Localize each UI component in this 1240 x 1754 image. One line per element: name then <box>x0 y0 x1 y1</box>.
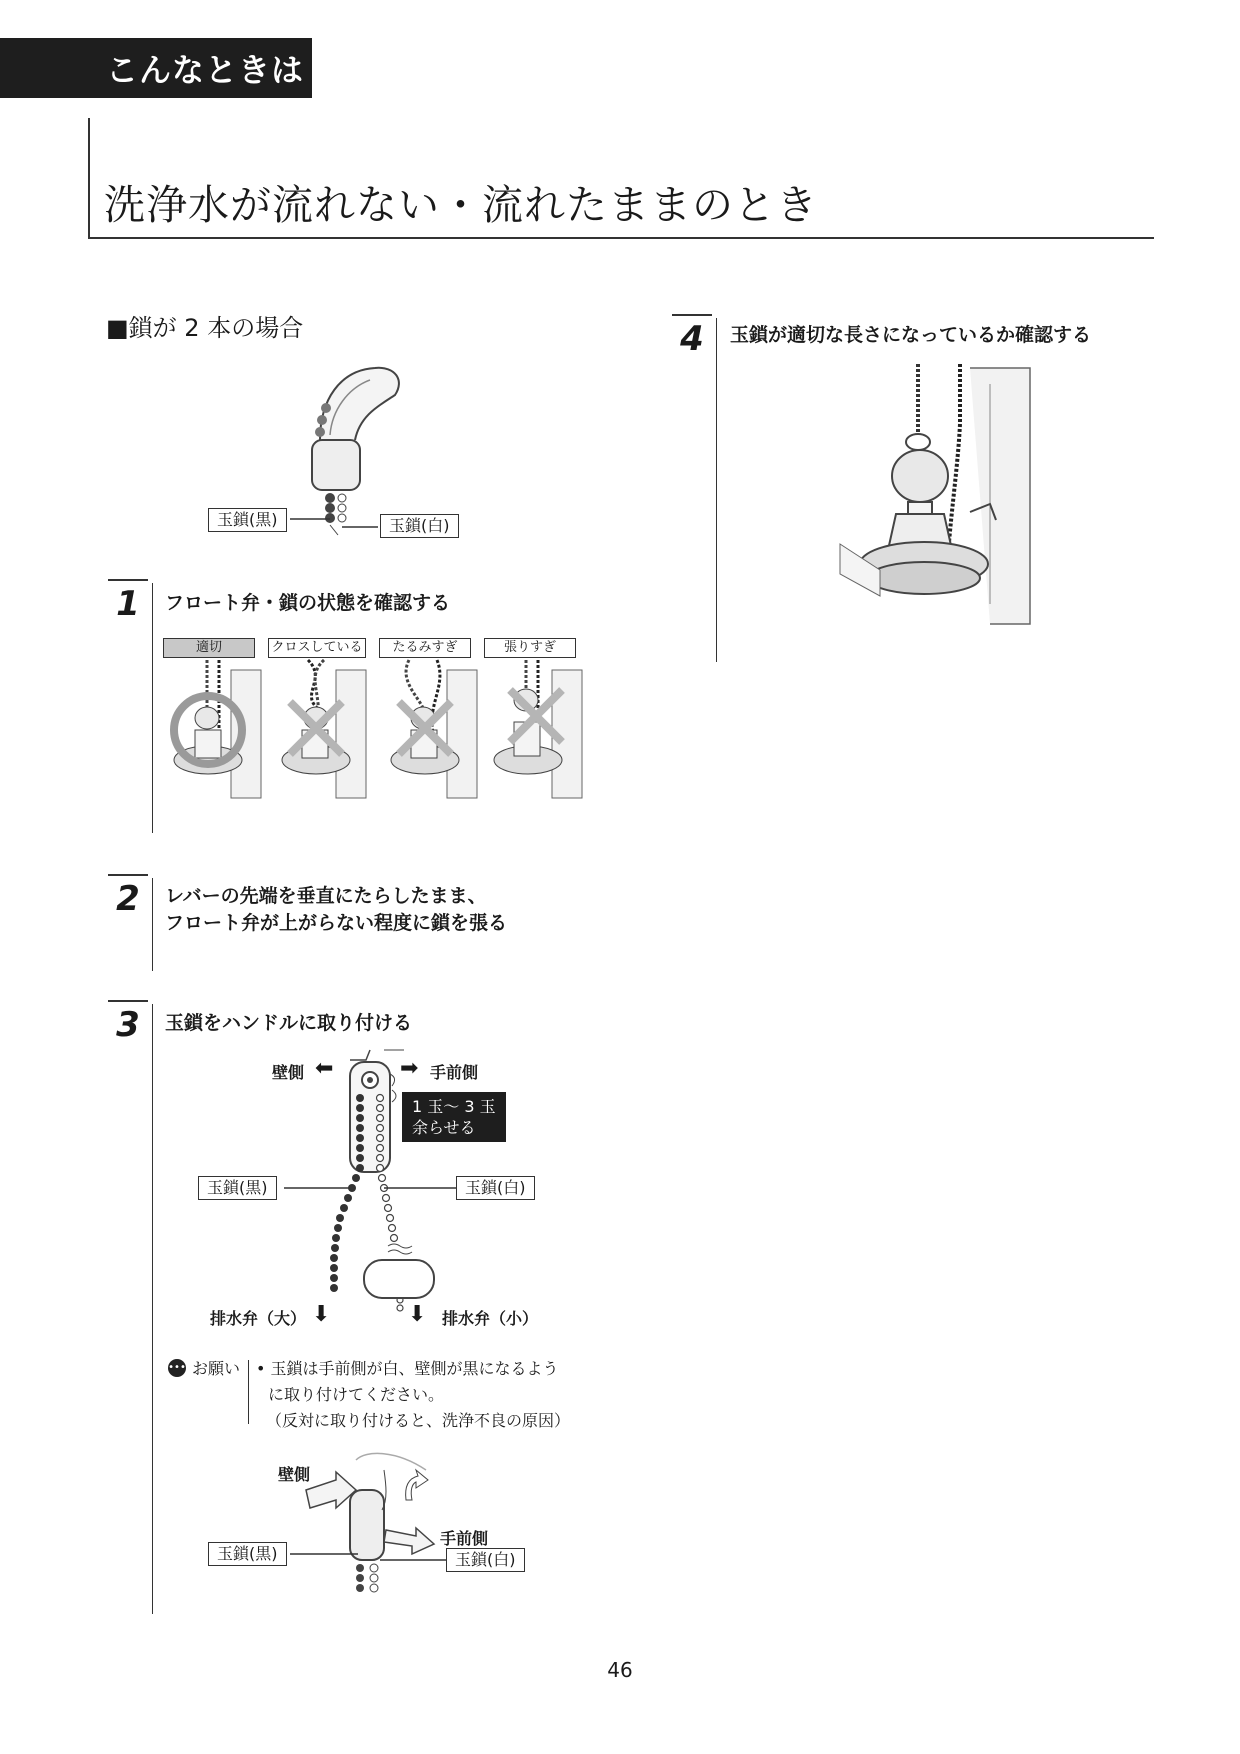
extra-beads-callout: 1 玉～ 3 玉 余らせる <box>402 1092 506 1142</box>
step-2-text-line1: レバーの先端を垂直にたらしたまま、 <box>165 885 487 907</box>
step-1-rule <box>108 579 148 581</box>
bottom-front-side-label: 手前側 <box>440 1529 489 1548</box>
step-4-rule <box>672 314 712 316</box>
step-3-vertical-rule <box>152 1004 153 1614</box>
step-3-rule <box>108 1000 148 1002</box>
note-line-2: に取り付けてください。 <box>268 1385 445 1404</box>
step-3-number: 3 <box>116 1005 140 1045</box>
panel-label-too-tight: 張りすぎ <box>484 638 576 658</box>
arrow-left-icon: ⬅ <box>315 1056 334 1081</box>
panel-label-too-slack: たるみすぎ <box>379 638 471 658</box>
bottom-wall-side-label: 壁側 <box>278 1465 311 1484</box>
intro-label-black-chain: 玉鎖(黒) <box>208 508 287 532</box>
panel-crossed-illustration <box>268 660 368 800</box>
step-3-text: 玉鎖をハンドルに取り付ける <box>165 1012 413 1034</box>
panel-tight-illustration <box>484 660 584 800</box>
step-1-text: フロート弁・鎖の状態を確認する <box>165 592 451 614</box>
request-icon: ••• <box>168 1359 186 1377</box>
step-2-rule <box>108 874 148 876</box>
section-tab: こんなときは <box>0 38 312 98</box>
note-title: お願い <box>192 1359 241 1378</box>
float-valve-chain-illustration <box>840 364 1040 634</box>
wall-side-label: 壁側 <box>272 1063 305 1082</box>
bottom-label-leaders <box>290 1550 450 1570</box>
note-divider <box>248 1360 249 1424</box>
step3-label-black-chain: 玉鎖(黒) <box>198 1176 277 1200</box>
note-line-1: • 玉鎖は手前側が白、壁側が黒になるよう <box>256 1359 559 1378</box>
drain-valve-small-label: 排水弁（小） <box>442 1309 539 1328</box>
panel-slack-illustration <box>379 660 479 800</box>
step-1-vertical-rule <box>152 583 153 833</box>
arrow-right-icon: ➡ <box>400 1056 419 1081</box>
title-underline <box>88 237 1154 239</box>
note-line-3: （反対に取り付けると、洗浄不良の原因） <box>266 1411 571 1430</box>
step-4-vertical-rule <box>716 318 717 662</box>
panel-label-crossed: クロスしている <box>268 638 366 658</box>
page-number: 46 <box>607 1658 633 1682</box>
step-4-text: 玉鎖が適切な長さになっているか確認する <box>730 324 1092 346</box>
arrow-down-icon: ⬇ <box>312 1302 331 1327</box>
step-2-text-line2: フロート弁が上がらない程度に鎖を張る <box>165 912 508 934</box>
step3-label-white-chain: 玉鎖(白) <box>456 1176 535 1200</box>
front-side-label: 手前側 <box>430 1063 479 1082</box>
step-2-number: 2 <box>116 879 140 919</box>
panel-label-proper: 適切 <box>163 638 255 658</box>
intro-label-white-chain: 玉鎖(白) <box>380 514 459 538</box>
subheading: ■鎖が 2 本の場合 <box>106 314 304 342</box>
drain-valve-large-label: 排水弁（大） <box>210 1309 307 1328</box>
arrow-down-icon: ⬇ <box>408 1302 427 1327</box>
title-vertical-rule <box>88 118 90 238</box>
step-4-number: 4 <box>680 319 704 359</box>
bottom-label-white-chain: 玉鎖(白) <box>446 1548 525 1572</box>
lever-two-chains-illustration <box>300 360 420 540</box>
step-1-number: 1 <box>116 584 140 624</box>
intro-label-leaders <box>290 518 380 538</box>
step-2-vertical-rule <box>152 878 153 971</box>
bottom-label-black-chain: 玉鎖(黒) <box>208 1542 287 1566</box>
panel-proper-illustration <box>163 660 263 800</box>
page-title: 洗浄水が流れない・流れたままのとき <box>104 181 818 229</box>
